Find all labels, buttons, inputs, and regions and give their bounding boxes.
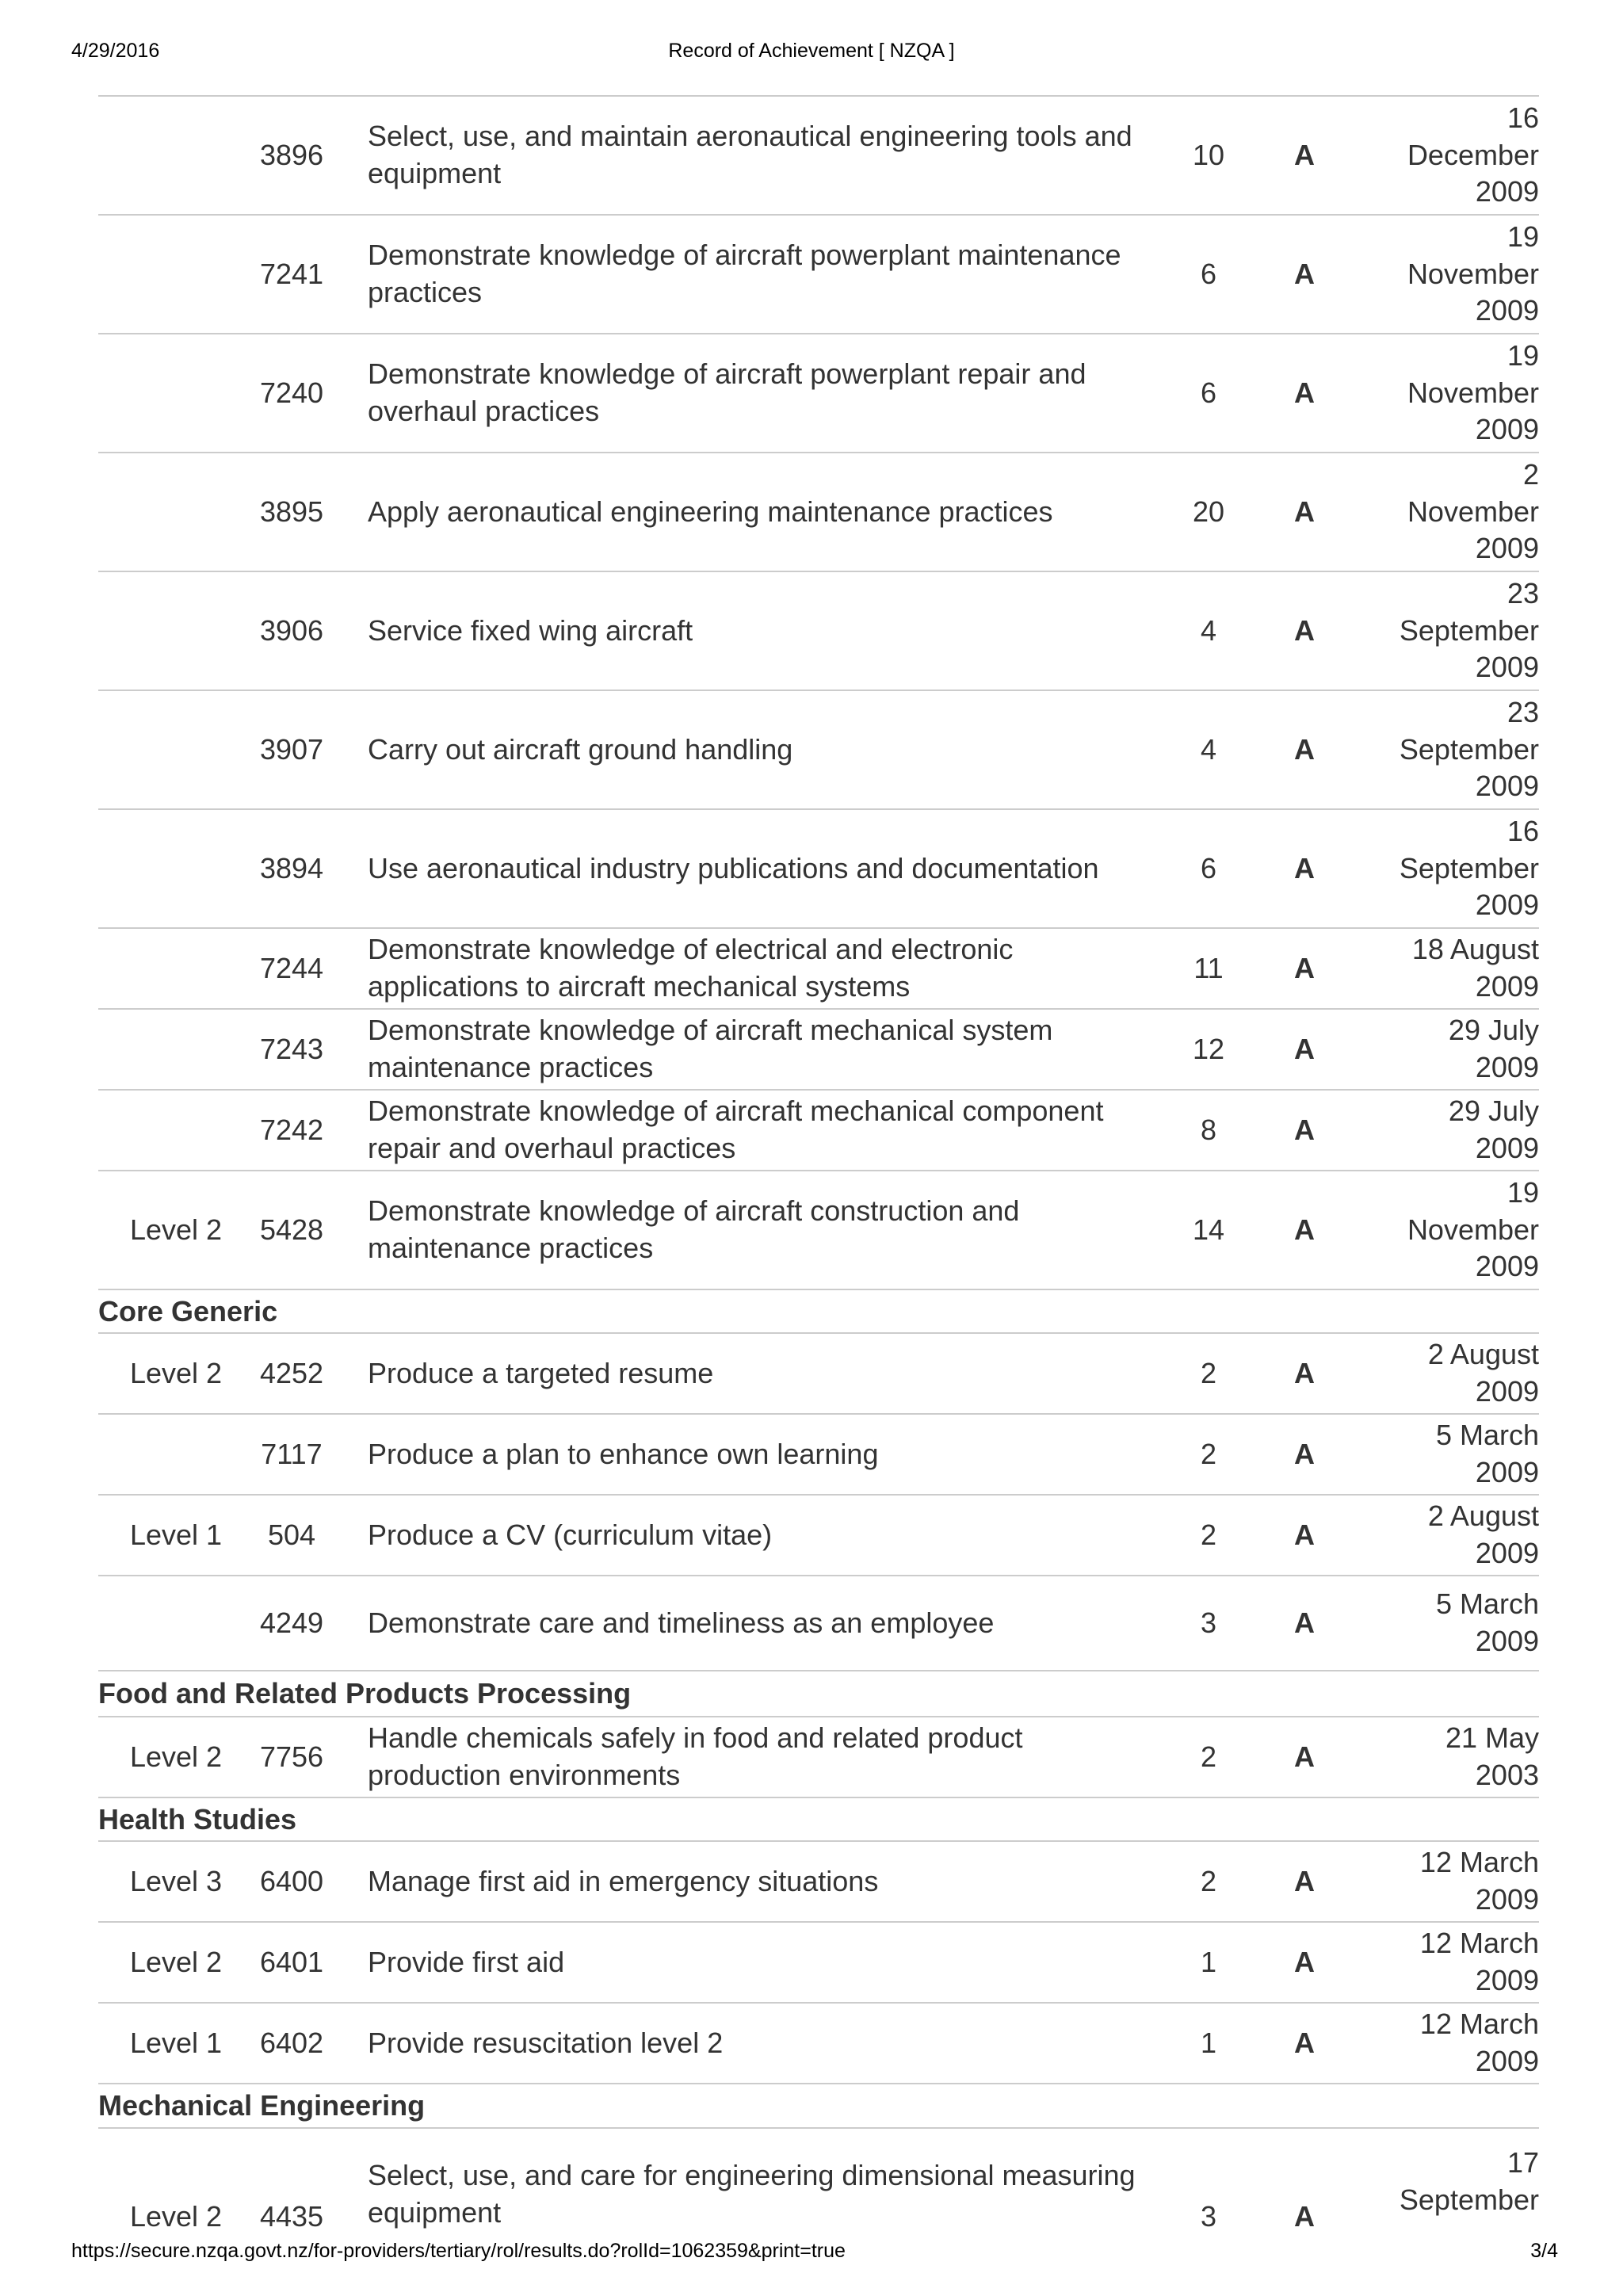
date-line: 21 May [1445,1721,1539,1755]
credits-cell: 6 [1200,376,1217,409]
date-cell [1341,100,1539,211]
credits-cell: 2 [1200,1740,1217,1773]
credits-cell: 1 [1200,2027,1217,2059]
date-cell [1341,1925,1539,2000]
table-row [98,95,1539,216]
date-cell [1341,338,1539,449]
table-row [98,1415,1539,1496]
date-line: 16 [1507,814,1539,847]
date-line: 16 [1507,101,1539,134]
date-cell [1341,1175,1539,1286]
date-line: 23 [1507,695,1539,728]
date-line: 17 [1507,2146,1539,2179]
grade-cell: A [1294,1033,1315,1065]
grade-cell: A [1294,852,1315,884]
table-row [98,1842,1539,1923]
table-row [98,572,1539,691]
date-line: 2003 [1475,1759,1539,1791]
date-line: 2 August [1427,1338,1539,1371]
domain-heading-mechanical: Mechanical Engineering [98,2084,1539,2129]
grade-cell: A [1294,1438,1315,1470]
level-cell: Level 3 [129,1865,223,1897]
standard-number: 3896 [259,139,324,171]
date-line: 2009 [1475,1051,1539,1083]
grade-cell: A [1294,952,1315,984]
standard-number: 6400 [259,1865,324,1897]
print-date: 4/29/2016 [71,40,160,62]
table-row [98,453,1539,572]
date-cell [1341,1586,1539,1660]
standard-number: 4252 [259,1357,324,1389]
grade-cell: A [1294,1213,1315,1246]
standard-title: Demonstrate knowledge of aircraft mechanical system maintenance practices [368,1014,1053,1083]
standard-number: 3906 [259,614,324,647]
date-line: 2009 [1475,1132,1539,1164]
table-row [98,1923,1539,2004]
date-line: 19 [1507,338,1539,372]
credits-cell: 8 [1200,1114,1217,1146]
credits-cell: 6 [1200,258,1217,290]
standard-title: Produce a targeted resume [368,1356,714,1389]
date-line: September [1399,2183,1539,2216]
page-number: 3/4 [1530,2240,1558,2262]
standard-number: 7240 [259,376,324,409]
standard-number: 3907 [259,733,324,766]
grade-cell: A [1294,1865,1315,1897]
date-cell [1341,219,1539,330]
date-line: 5 March [1435,1419,1539,1452]
date-line: November [1407,376,1539,409]
date-line: 19 [1507,220,1539,253]
date-line: September [1399,613,1539,647]
date-line: September [1399,851,1539,884]
date-line: 2009 [1475,1456,1539,1488]
grade-cell: A [1294,733,1315,766]
table-row [98,334,1539,453]
date-line: 2009 [1475,1537,1539,1569]
date-cell [1341,813,1539,924]
page-title: Record of Achievement [ NZQA ] [668,40,955,62]
standard-number: 7241 [259,258,324,290]
date-cell [1341,457,1539,567]
date-line: 2009 [1475,888,1539,922]
standard-number: 7756 [259,1740,324,1773]
date-line: 12 March [1419,1846,1539,1879]
standard-title: Provide resuscitation level 2 [368,2026,724,2059]
standard-title: Select, use, and care for engineering dimensional measuring equipment [368,2159,1136,2229]
grade-cell: A [1294,139,1315,171]
credits-cell: 4 [1200,614,1217,647]
date-cell [1341,2145,1539,2219]
date-line: 2009 [1475,413,1539,446]
standard-title: Apply aeronautical engineering maintenance practices [368,495,1053,528]
page-header [0,40,1623,68]
date-line: 2009 [1475,1250,1539,1283]
date-line: November [1407,495,1539,528]
grade-cell: A [1294,1946,1315,1978]
date-line: 2009 [1475,1375,1539,1408]
level-cell: Level 2 [129,1946,223,1978]
standard-number: 7242 [259,1114,324,1146]
credits-cell: 3 [1200,1606,1217,1639]
date-cell [1341,575,1539,686]
date-cell [1341,1417,1539,1492]
standard-number: 4249 [259,1606,324,1639]
standard-title: Demonstrate knowledge of aircraft construction and maintenance practices [368,1194,1020,1264]
credits-cell: 14 [1192,1213,1225,1246]
table-row [98,2129,1539,2240]
grade-cell: A [1294,495,1315,528]
date-line: 2009 [1475,770,1539,803]
credits-cell: 2 [1200,1438,1217,1470]
date-line: 2009 [1475,1625,1539,1657]
date-line: 12 March [1419,2008,1539,2041]
date-line: 18 August [1411,933,1539,966]
standard-title: Produce a plan to enhance own learning [368,1437,879,1470]
level-cell: Level 2 [129,2200,223,2233]
date-line: 19 [1507,1175,1539,1209]
standard-number: 7117 [261,1438,323,1470]
date-cell [1341,1720,1539,1794]
standard-title: Demonstrate knowledge of electrical and electronic applications to aircraft mechanical systems [368,933,1014,1003]
credits-cell: 12 [1192,1033,1225,1065]
date-line: 2009 [1475,175,1539,208]
date-line: 2009 [1475,2045,1539,2077]
standard-number: 3894 [259,852,324,884]
page-footer [0,2240,1623,2268]
credits-cell: 6 [1200,852,1217,884]
level-cell: Level 1 [129,1519,223,1551]
date-line: September [1399,732,1539,766]
date-line: November [1407,257,1539,290]
credits-cell: 1 [1200,1946,1217,1978]
level-cell: Level 2 [129,1213,223,1246]
standard-number: 3895 [259,495,324,528]
page-url: https://secure.nzqa.govt.nz/for-providers/tertiary/rol/results.do?rolId=1062359&print=true [71,2240,846,2262]
date-line: 29 July [1448,1014,1539,1047]
standard-title: Demonstrate knowledge of aircraft powerplant repair and overhaul practices [368,357,1086,427]
date-line: 2009 [1475,651,1539,684]
table-row [98,2004,1539,2084]
grade-cell: A [1294,376,1315,409]
domain-heading-core-generic: Core Generic [98,1290,1539,1334]
date-cell [1341,1336,1539,1411]
table-row [98,691,1539,810]
level-cell: Level 2 [129,1357,223,1389]
standard-title: Select, use, and maintain aeronautical engineering tools and equipment [368,120,1132,189]
grade-cell: A [1294,2200,1315,2233]
grade-cell: A [1294,1606,1315,1639]
level-cell: Level 1 [129,2027,223,2059]
date-cell [1341,1012,1539,1087]
date-line: 5 March [1435,1587,1539,1621]
standard-title: Produce a CV (curriculum vitae) [368,1518,773,1551]
standard-number: 6402 [259,2027,324,2059]
date-line: 29 July [1448,1095,1539,1128]
grade-cell: A [1294,2027,1315,2059]
date-line: 2009 [1475,532,1539,565]
standard-title: Demonstrate care and timeliness as an employee [368,1606,995,1639]
credits-cell: 2 [1200,1357,1217,1389]
standard-number: 6401 [259,1946,324,1978]
grade-cell: A [1294,1740,1315,1773]
credits-cell: 10 [1192,139,1225,171]
credits-cell: 2 [1200,1519,1217,1551]
date-line: 2 [1522,457,1539,491]
standard-title: Manage first aid in emergency situations [368,1864,879,1897]
standard-number: 7243 [259,1033,324,1065]
date-cell [1341,1844,1539,1919]
date-cell [1341,2006,1539,2080]
date-cell [1341,1093,1539,1167]
date-line: November [1407,1213,1539,1246]
date-line: 2009 [1475,1883,1539,1916]
date-cell [1341,1498,1539,1572]
grade-cell: A [1294,1114,1315,1146]
credits-cell: 2 [1200,1865,1217,1897]
standard-title: Provide first aid [368,1945,565,1978]
date-line: 2009 [1475,294,1539,327]
table-row [98,810,1539,929]
date-line: 2009 [1475,1964,1539,1996]
grade-cell: A [1294,1519,1315,1551]
date-line: 2009 [1475,970,1539,1003]
table-row [98,1010,1539,1091]
credits-cell: 20 [1192,495,1225,528]
grade-cell: A [1294,258,1315,290]
level-cell: Level 2 [129,1740,223,1773]
date-cell [1341,931,1539,1006]
date-line: 23 [1507,576,1539,609]
table-row [98,216,1539,334]
table-row [98,1091,1539,1171]
standard-number: 504 [267,1519,316,1551]
date-cell [1341,694,1539,805]
table-row [98,1717,1539,1798]
grade-cell: A [1294,1357,1315,1389]
standard-number: 5428 [259,1213,324,1246]
standard-title: Demonstrate knowledge of aircraft powerplant maintenance practices [368,239,1121,308]
date-line: December [1407,138,1539,171]
results-table [98,95,1539,2240]
standard-number: 7244 [259,952,324,984]
table-row [98,1496,1539,1576]
table-row [98,1576,1539,1671]
domain-heading-food: Food and Related Products Processing [98,1671,1539,1717]
standard-title: Service fixed wing aircraft [368,613,693,647]
table-row [98,929,1539,1010]
date-line: 12 March [1419,1927,1539,1960]
grade-cell: A [1294,614,1315,647]
standard-title: Demonstrate knowledge of aircraft mechanical component repair and overhaul practices [368,1095,1104,1164]
standard-title: Carry out aircraft ground handling [368,732,793,766]
table-row [98,1334,1539,1415]
standard-title: Use aeronautical industry publications and documentation [368,851,1099,884]
date-line: 2 August [1427,1499,1539,1533]
standard-title: Handle chemicals safely in food and related product production environments [368,1721,1023,1791]
table-row [98,1171,1539,1290]
standard-number: 4435 [259,2200,324,2233]
credits-cell: 4 [1200,733,1217,766]
credits-cell: 11 [1193,952,1224,984]
credits-cell: 3 [1200,2200,1217,2233]
domain-heading-health: Health Studies [98,1798,1539,1842]
